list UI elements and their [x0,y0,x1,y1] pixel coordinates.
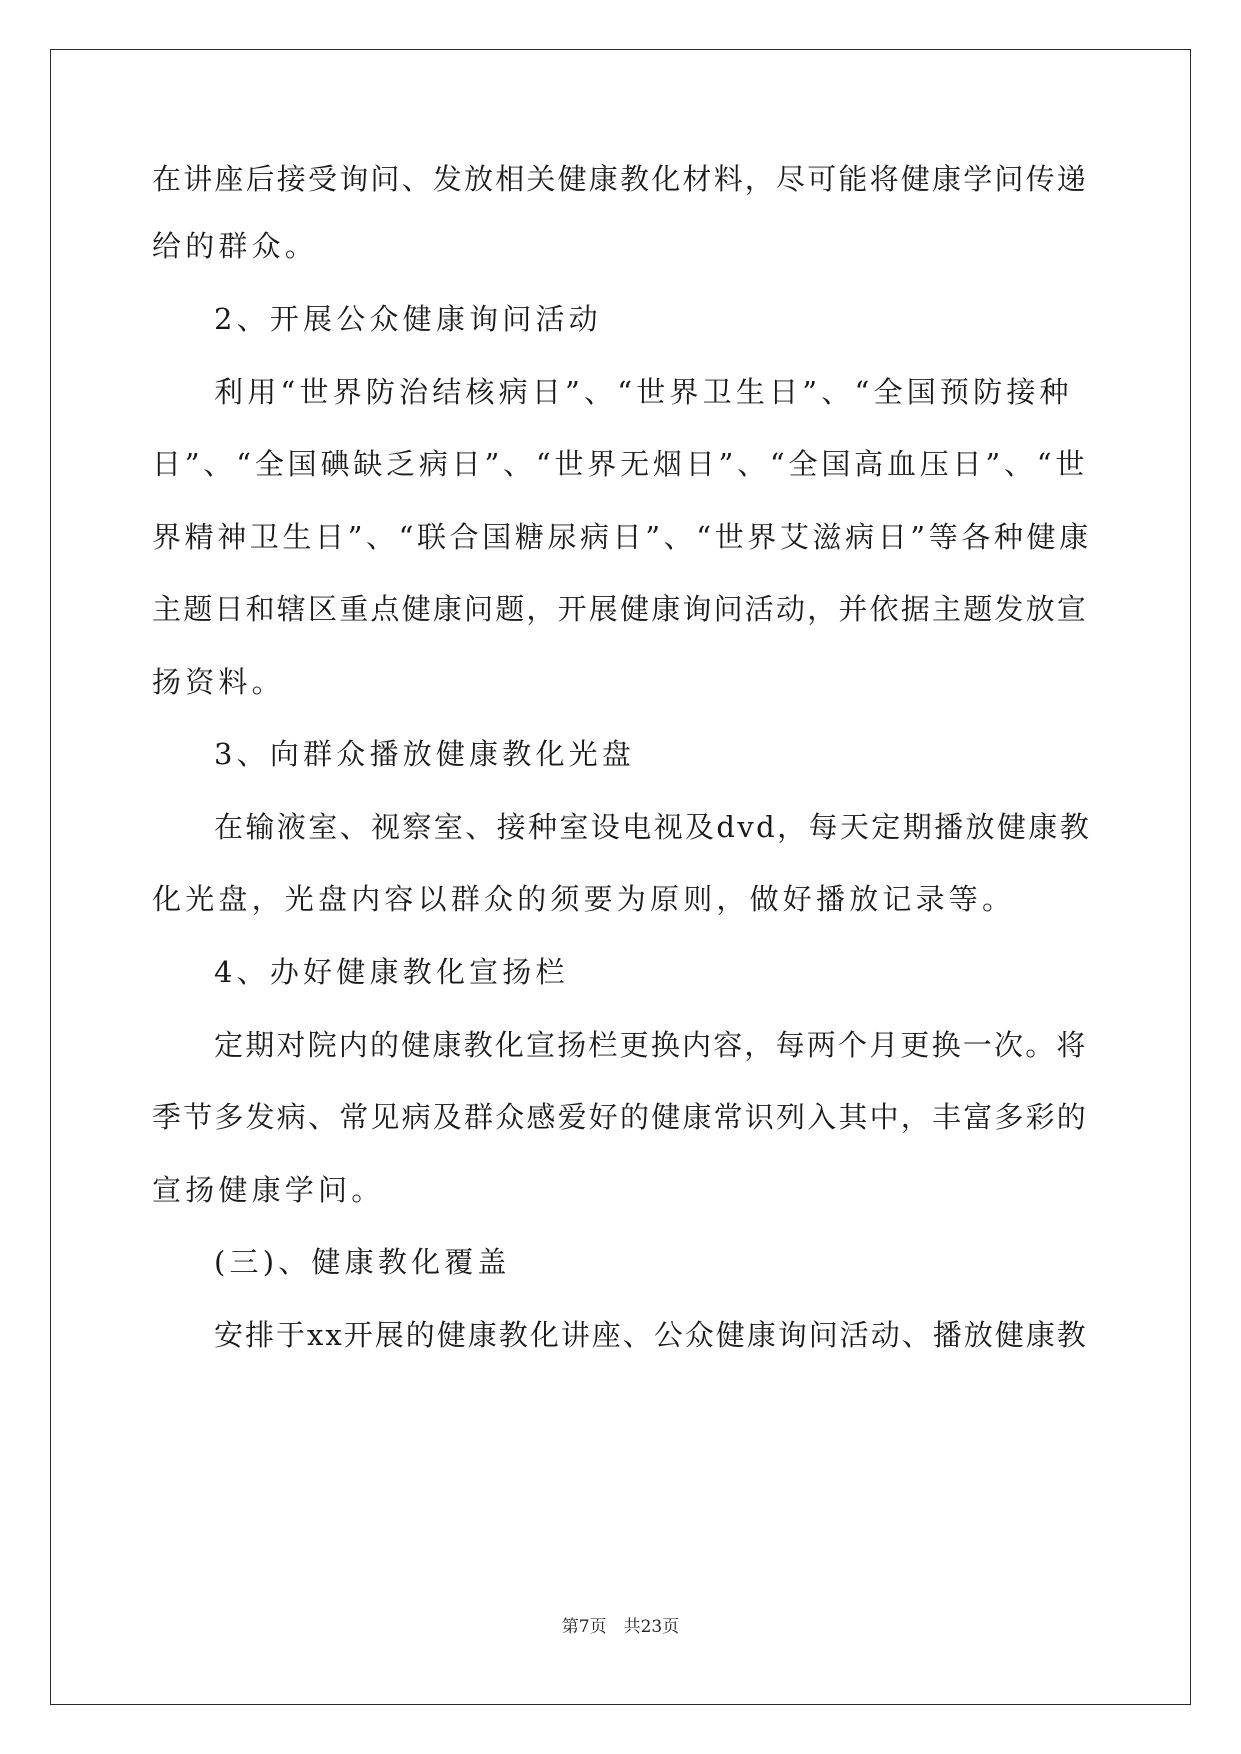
page-number: 第7页 共23页 [561,1617,680,1637]
text-line: 宣扬健康学问。 [152,1173,385,1207]
text-line: 扬资料。 [152,665,285,699]
page-border [50,49,1191,1705]
text-line: 在讲座后接受询问、发放相关健康教化材料，尽可能将健康学问传递 [152,162,1089,196]
text-line: 给的群众。 [152,229,319,263]
text-line: 主题日和辖区重点健康问题，开展健康询问活动，并依据主题发放宣 [152,592,1089,626]
section-heading: (三)、健康教化覆盖 [214,1245,511,1279]
text-line: 界精神卫生日”、“联合国糖尿病日”、“世界艾滋病日”等各种健康 [152,520,1092,554]
text-line: 季节多发病、常见病及群众感爱好的健康常识列入其中，丰富多彩的 [152,1100,1089,1134]
text-line: 在输液室、视察室、接种室设电视及dvd，每天定期播放健康教 [214,810,1092,844]
text-line: 化光盘，光盘内容以群众的须要为原则，做好播放记录等。 [152,882,1016,916]
text-line: 安排于xx开展的健康教化讲座、公众健康询问活动、播放健康教 [214,1318,1088,1352]
section-heading: 3、向群众播放健康教化光盘 [214,737,636,771]
section-heading: 4、办好健康教化宣扬栏 [214,955,569,989]
text-line: 定期对院内的健康教化宣扬栏更换内容，每两个月更换一次。将 [214,1028,1088,1062]
text-line: 日”、“全国碘缺乏病日”、“世界无烟日”、“全国高血压日”、“世 [152,447,1089,481]
text-line: 利用“世界防治结核病日”、“世界卫生日”、“全国预防接种 [214,375,1073,409]
section-heading: 2、开展公众健康询问活动 [214,302,602,336]
